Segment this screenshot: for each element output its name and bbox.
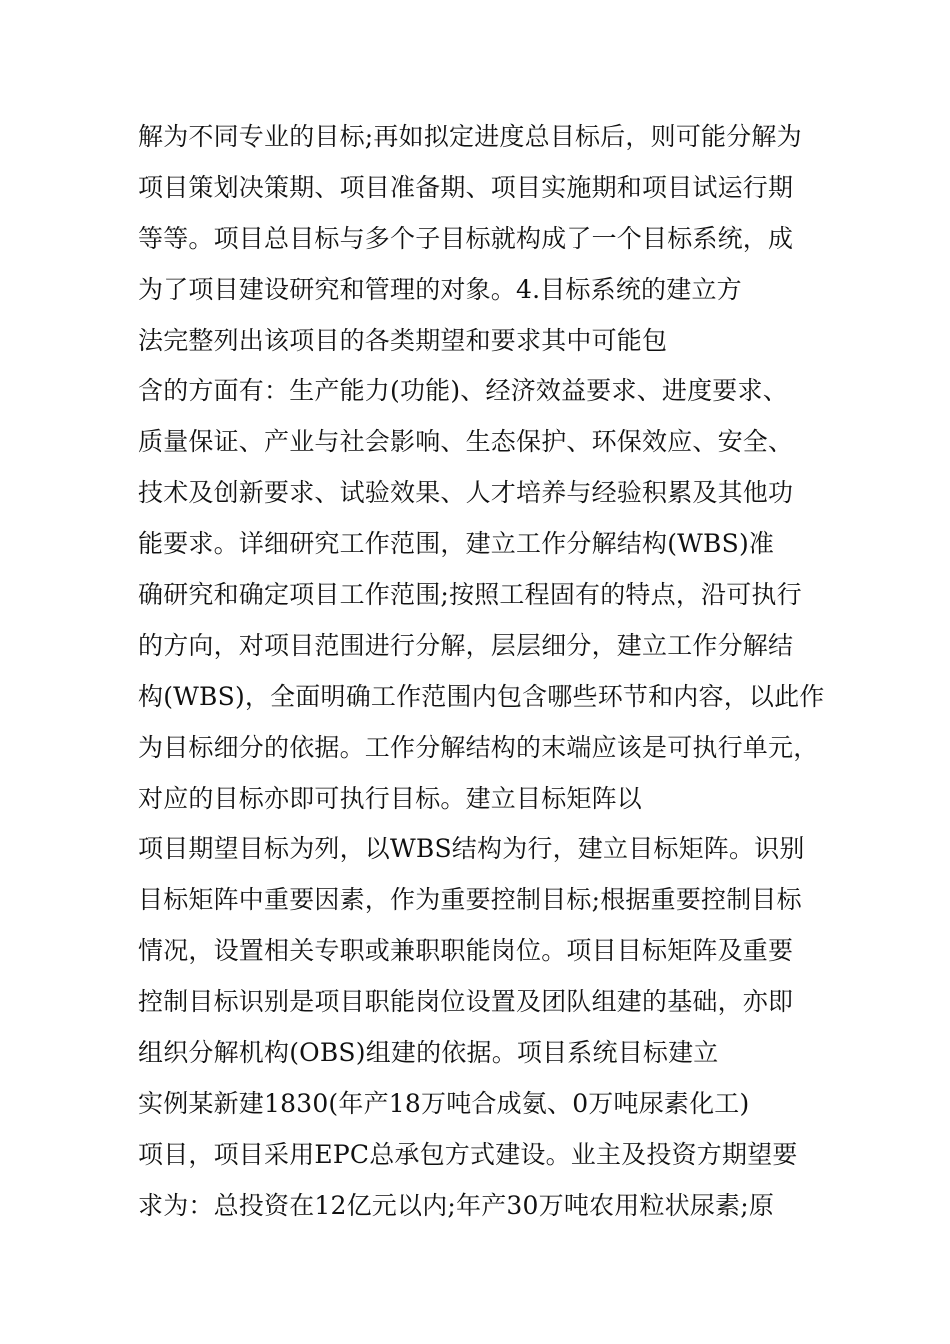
text-line: 的方向，对项目范围进行分解，层层细分，建立工作分解结 (138, 630, 794, 660)
text-line: 法完整列出该项目的各类期望和要求其中可能包 (138, 325, 668, 355)
text-line: 技术及创新要求、试验效果、人才培养与经验积累及其他功 (138, 478, 794, 508)
text-line: 质量保证、产业与社会影响、生态保护、环保效应、安全、 (138, 427, 794, 457)
text-line: 目标矩阵中重要因素，作为重要控制目标;根据重要控制目标 (138, 885, 802, 915)
text-line: 解为不同专业的目标;再如拟定进度总目标后，则可能分解为 (138, 122, 802, 151)
text-line: 能要求。详细研究工作范围，建立工作分解结构(WBS)准 (138, 529, 775, 559)
text-line: 情况，设置相关专职或兼职职能岗位。项目目标矩阵及重要 (138, 936, 794, 966)
text-line: 为目标细分的依据。工作分解结构的末端应该是可执行单元， (138, 732, 819, 762)
body-text (138, 112, 838, 1232)
text-line: 求为：总投资在12亿元以内;年产30万吨农用粒状尿素;原 (138, 1190, 775, 1220)
text-line: 含的方面有：生产能力(功能)、经济效益要求、进度要求、 (138, 376, 788, 406)
text-line: 项目策划决策期、项目准备期、项目实施期和项目试运行期 (138, 172, 794, 202)
text-line: 控制目标识别是项目职能岗位设置及团队组建的基础，亦即 (138, 987, 794, 1017)
text-line: 组织分解机构(OBS)组建的依据。项目系统目标建立 (138, 1038, 719, 1068)
text-line: 确研究和确定项目工作范围;按照工程固有的特点，沿可执行 (138, 580, 802, 610)
text-line: 项目期望目标为列，以WBS结构为行，建立目标矩阵。识别 (138, 834, 805, 864)
text-line: 实例某新建1830(年产18万吨合成氨、0万吨尿素化工) (138, 1088, 750, 1118)
text-line: 构(WBS)，全面明确工作范围内包含哪些环节和内容，以此作 (138, 681, 825, 711)
text-line: 项目，项目采用EPC总承包方式建设。业主及投资方期望要 (138, 1139, 798, 1169)
text-line: 对应的目标亦即可执行目标。建立目标矩阵以 (138, 783, 643, 813)
text-line: 为了项目建设研究和管理的对象。4.目标系统的建立方 (138, 274, 742, 304)
text-line: 等等。项目总目标与多个子目标就构成了一个目标系统，成 (138, 223, 794, 253)
